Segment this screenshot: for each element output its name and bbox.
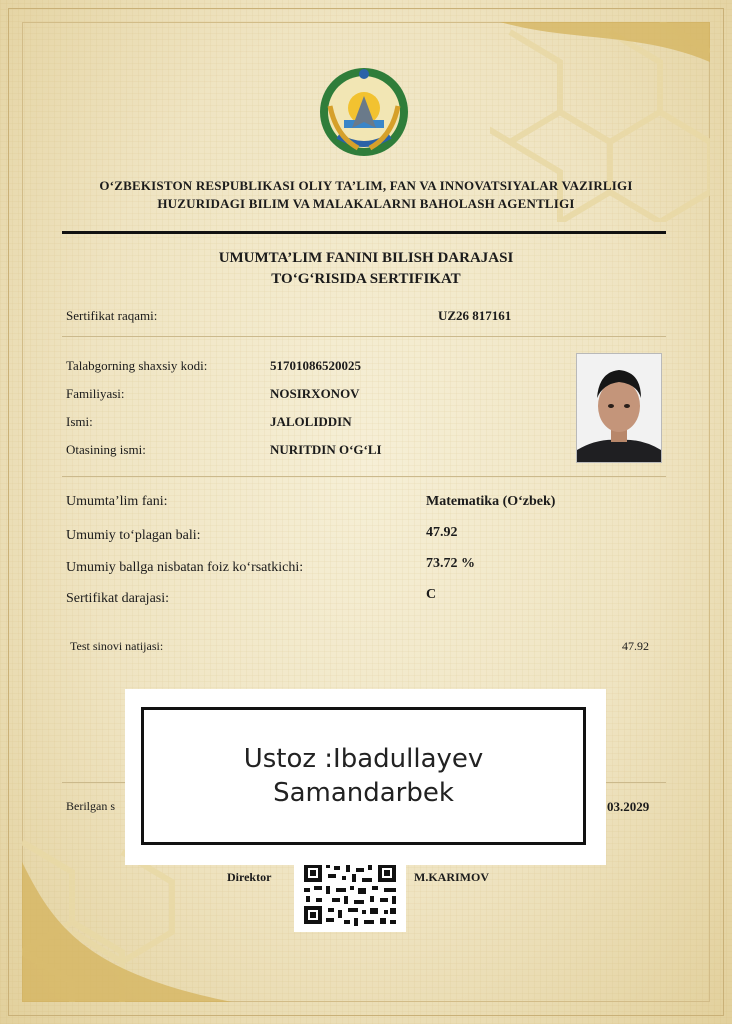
percent-label: Umumiy ballga nisbatan foiz ko‘rsatkichi: bbox=[66, 560, 304, 575]
certificate-number-label: Sertifikat raqami: bbox=[66, 308, 158, 323]
personal-id-value: 51701086520025 bbox=[270, 358, 361, 373]
candidate-photo bbox=[576, 353, 662, 463]
section-divider-1 bbox=[62, 336, 666, 337]
qr-code bbox=[294, 858, 406, 932]
state-emblem-icon bbox=[318, 66, 410, 158]
total-score-label: Umumiy to‘plagan bali: bbox=[66, 528, 201, 543]
organization-line-2: HUZURIDAGI BILIM VA MALAKALARNI BAHOLASH AGENTLIGI bbox=[157, 196, 575, 211]
certificate-number-value: UZ26 817161 bbox=[438, 308, 512, 323]
certificate-title-line-1: UMUMTA’LIM FANINI BILISH DARAJASI bbox=[218, 250, 514, 266]
header-divider bbox=[62, 231, 666, 234]
issued-date-label: Berilgan s bbox=[66, 799, 115, 813]
person-photo-icon bbox=[577, 354, 661, 462]
section-divider-2 bbox=[62, 476, 666, 477]
surname-label: Familiyasi: bbox=[66, 386, 125, 401]
director-name: M.KARIMOV bbox=[414, 870, 489, 884]
subject-value: Matematika (O‘zbek) bbox=[426, 494, 556, 509]
percent-value: 73.72 % bbox=[426, 556, 475, 571]
level-label: Sertifikat darajasi: bbox=[66, 591, 170, 606]
patronymic-label: Otasining ismi: bbox=[66, 442, 146, 457]
total-score-value: 47.92 bbox=[426, 525, 458, 540]
surname-value: NOSIRXONOV bbox=[270, 386, 360, 401]
personal-id-label: Talabgorning shaxsiy kodi: bbox=[66, 358, 208, 373]
qr-code-icon bbox=[294, 858, 406, 932]
level-value: C bbox=[426, 587, 437, 602]
test-result-label: Test sinovi natijasi: bbox=[70, 639, 164, 653]
organization-line-1: O‘ZBEKISTON RESPUBLIKASI OLIY TA’LIM, FAN VA INNOVATSIYALAR VAZIRLIGI bbox=[99, 178, 633, 193]
test-result-value: 47.92 bbox=[622, 639, 649, 653]
patronymic-value: NURITDIN O‘G‘LI bbox=[270, 442, 382, 457]
teacher-name-line-1: Ustoz :Ibadullayev bbox=[243, 744, 484, 774]
teacher-overlay-panel bbox=[125, 689, 606, 865]
teacher-name-line-2: Samandarbek bbox=[273, 778, 454, 808]
name-value: JALOLIDDIN bbox=[270, 414, 352, 429]
name-label: Ismi: bbox=[66, 414, 93, 429]
issued-date-value: 03.2029 bbox=[607, 799, 650, 814]
certificate-title-line-2: TO‘G‘RISIDA SERTIFIKAT bbox=[271, 271, 461, 287]
subject-label: Umumta’lim fani: bbox=[66, 494, 168, 509]
director-label: Direktor bbox=[227, 870, 272, 884]
teacher-overlay-box bbox=[141, 707, 586, 845]
